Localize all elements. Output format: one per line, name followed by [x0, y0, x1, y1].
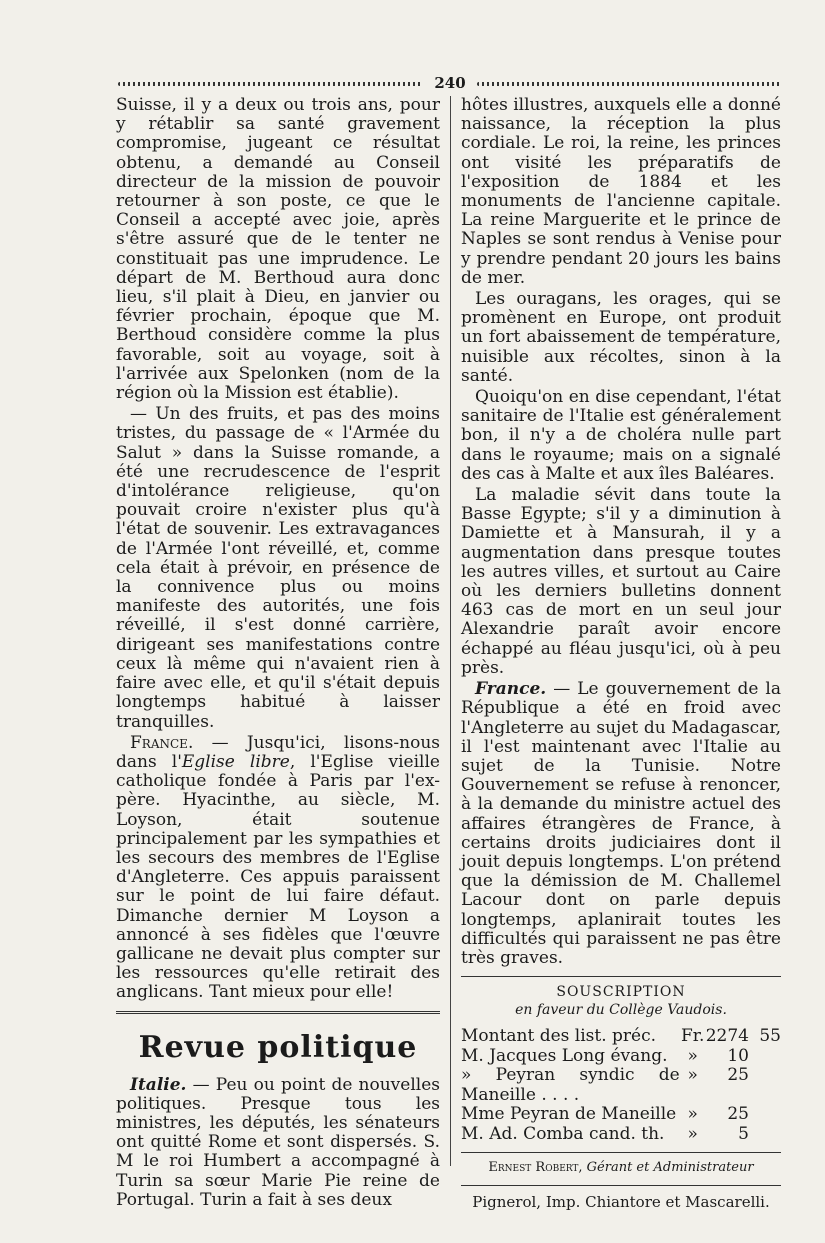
ditto-mark: »: [687, 1104, 698, 1125]
section-label-france: France.: [130, 732, 194, 753]
amount-cents: [749, 1066, 781, 1105]
table-row: [461, 1066, 781, 1105]
paragraph-egypte: La maladie sévit dans toute la Basse Egypte; s'il y a diminution à Damiette et à Mansurah, il y a augmentation dans presque toutes les autres villes, et surtout au Caire où les derniers bulletins donnent 463 cas de mort en un seul jour Alexandrie paraît avoir encore échappé au fléau jusqu'ici, où à peu près.: [461, 485, 781, 678]
section-label-france-politique: France.: [475, 679, 547, 700]
ditto-mark: »: [687, 1065, 698, 1086]
subscriber-name: Mme Peyran de Maneille: [461, 1104, 677, 1125]
subscriber-name: M. Jacques Long évang.: [461, 1045, 668, 1066]
table-row: [461, 1125, 781, 1145]
publisher-credit: [461, 1159, 781, 1177]
amount-cents: [749, 1105, 781, 1125]
subscriber-name: M. Ad. Comba cand. th.: [461, 1123, 665, 1144]
paragraph-berthoud: Suisse, il y a deux ou trois ans, pour y rétablir sa santé gravement compromise, jugeant ce résultat obtenu, a demandé au Conseil directeur de la mission de pouvoir retourner à son poste, ce que le Conseil a accepté avec joie, après s'être assuré que de le tenter ne constituait pas une imprudence. Le départ de M. Berthoud aura donc lieu, s'il plait à Dieu, en janvier ou février prochain, époque que M. Berthoud considère comme la plus favorable, soit au voyage, soit à l'arrivée aux Spelonken (nom de la région où la Mission est établie).: [116, 95, 440, 404]
amount-cents: [749, 1047, 781, 1067]
amount-francs: 25: [727, 1065, 749, 1086]
text-fragment: , l'Eglise vieille catholique fondée à Paris par l'ex-père. Hyacinthe, au siècle, M. Loyson, était soutenue principalement par les sympathies et les secours des membres de l'Eglise d'Angleterre. Ces appuis paraissent sur le point de lui faire défaut. Dimanche dernier M Loyson a annoncé à ses fidèles que l'œuvre gallicane ne devait plus compter sur les ressources qu'elle retirait des anglicans. Tant mieux pour elle!: [116, 751, 440, 1003]
paragraph-italie: [116, 1076, 440, 1210]
left-column: [116, 96, 440, 1212]
table-row: [461, 1047, 781, 1067]
subscription-table: [461, 1027, 781, 1144]
paragraph-ouragans: Les ouragans, les orages, qui se promènent en Europe, ont produit un fort abaissement de température, nuisible aux récoltes, sinon à la santé.: [461, 289, 781, 386]
subscription-subtitle: en faveur du Collège Vaudois.: [515, 1002, 727, 1019]
subscriber-name: » Peyran syndic de Maneille . . . .: [461, 1065, 680, 1105]
credit-name: Ernest Robert,: [488, 1160, 583, 1176]
section-rule: [116, 1011, 440, 1014]
amount-francs: 2274: [705, 1026, 749, 1047]
paragraph-france-eglise: [116, 734, 440, 1003]
table-row: [461, 1105, 781, 1125]
page-header: [118, 72, 782, 94]
column-divider: [450, 96, 451, 1166]
printer-line: Pignerol, Imp. Chiantore et Mascarelli.: [472, 1193, 770, 1212]
text-fragment: — Peu ou point de nouvelles politiques. Presque tous les ministres, les députés, les sénateurs ont quitté Rome et sont dispersés. S. M le roi Humbert a accompagné à Turin sa sœur Marie Pie reine de Portugal. Turin a fait à ses deux: [116, 1074, 440, 1210]
credit-role: Gérant et Administrateur: [582, 1160, 754, 1176]
paragraph-armee-du-salut: — Un des fruits, et pas des moins tristes, du passage de « l'Armée du Salut » dans la Suisse romande, a été une recrudescence de l'esprit d'intolérance religieuse, qu'on pouvait croire n'exister plus qu'à l'état de souvenir. Les extravagances de l'Armée l'ont réveillé, et, comme cela était à prévoir, en présence de la connivence plus ou moins manifeste des autorités, une fois réveillé, il s'est donné carrière, dirigeant ses manifestations contre ceux là même qui n'avaient rien à faire avec elle, et qu'il s'était depuis longtemps habitué à laisser tranquilles.: [116, 404, 440, 732]
credit-rule: [461, 1152, 781, 1153]
ornamental-rule-right: [477, 82, 782, 86]
page-number: 240: [430, 74, 469, 92]
paragraph-etat-sanitaire: Quoiqu'on en dise cependant, l'état sanitaire de l'Italie est généralement bon, il n'y a de choléra nulle part dans le royaume; mais on a signalé des cas à Malte et aux îles Baléares.: [461, 387, 781, 484]
ditto-mark: »: [687, 1045, 698, 1066]
right-column: [461, 96, 781, 1212]
ditto-mark: Fr.: [681, 1026, 705, 1047]
paragraph-hotes-illustres: hôtes illustres, auxquels elle a donné naissance, la réception la plus cordiale. Le roi, la reine, les princes ont visité les préparatifs de l'exposition de 1884 et les monuments de l'ancienne capitale. La reine Marguerite et le prince de Naples se sont rendus à Venise pour y prendre pendant 20 jours les bains de mer.: [461, 95, 781, 288]
ditto-mark: »: [687, 1123, 698, 1144]
subscription-title: SOUSCRIPTION: [556, 984, 686, 1001]
text-fragment: — Le gouvernement de la République a été en froid avec l'Angleterre au sujet du Madagascar, il l'est maintenant avec l'Italie au sujet de la Tunisie. Notre Gouvernement se refuse à renoncer, à la demande du ministre actuel des affaires étrangères de France, à certains droits judiciaires dont il jouit depuis longtemps. L'on prétend que la démission de M. Challemel Lacour dont on parle depuis longtemps, aplanirait toutes les difficultés qui paraissent ne pas être très graves.: [461, 679, 781, 968]
paragraph-france-politique: [461, 680, 781, 968]
amount-francs: 5: [738, 1123, 749, 1144]
amount-cents: 55: [759, 1026, 781, 1047]
subscriber-name: Montant des list. préc.: [461, 1026, 657, 1047]
subscription-rule: [461, 976, 781, 977]
amount-francs: 10: [727, 1045, 749, 1066]
ornamental-rule-left: [118, 82, 423, 86]
amount-cents: [749, 1125, 781, 1145]
table-row: [461, 1027, 781, 1047]
italic-eglise-libre: Eglise libre: [181, 751, 290, 772]
section-title-revue-politique: Revue politique: [138, 1029, 418, 1065]
section-label-italie: Italie.: [130, 1074, 187, 1095]
text-fragment: — Jusqu'ici, lisons-nous dans l': [116, 732, 440, 772]
amount-francs: 25: [727, 1104, 749, 1125]
printer-rule: [461, 1185, 781, 1186]
